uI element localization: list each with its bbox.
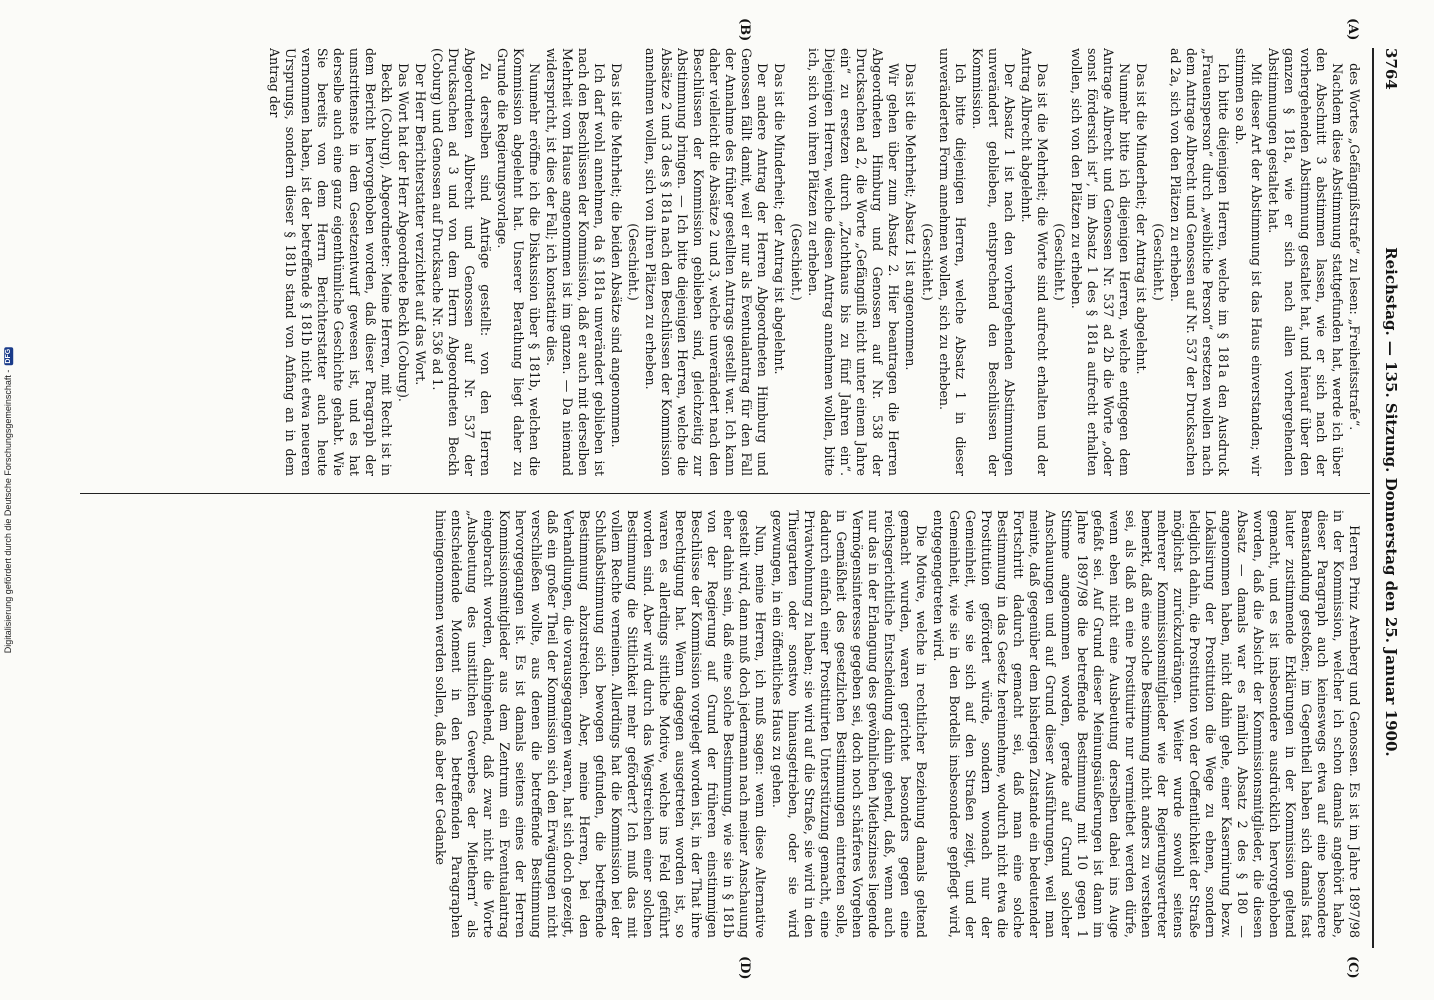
paragraph: Der Absatz 1 ist nach den vorhergehenden Abstimmungen unverändert geblieben, entsprechend den Beschlüssen der Kommission. xyxy=(970,48,1017,476)
paragraph: (Geschieht.) xyxy=(1151,223,1166,301)
paragraph: Mit dieser Art der Abstimmung ist das Haus einverstanden; wir stimmen so ab. xyxy=(1233,48,1264,476)
digitization-credit xyxy=(0,0,16,1000)
paragraph: Beckh (Coburg), Abgeordneter: Meine Herren, mit Recht ist in dem Bericht hervorgehoben worden, daß dieser Paragraph der umstrittenste in dem Gesetzentwurf gewesen ist, und es hat derselbe auch eine ganz eigenthümliche Geschichte gehabt. Wie Sie bereits von dem Herrn Berichterstatter auch heute vernommen haben, ist der betreffende § 181b nicht etwa neueren Ursprungs, sondern dieser § 181b stand von Anfang an in dem Antrag der xyxy=(267,48,394,476)
paragraph: Das ist die Minderheit; der Antrag ist abgelehnt. xyxy=(1134,63,1149,375)
paragraph: Das ist die Mehrheit; die beiden Absätze sind angenommen. xyxy=(609,63,624,448)
paragraph: Nunmehr bitte ich diejenigen Herren, welche entgegen dem Antrage Albrecht und Genossen Nr. 537 ad 2b die Worte „oder sonst fördersich ist“, im Absatz 1 des § 181a aufrecht erhalten wollen, sich von den Plätzen zu erheben. xyxy=(1069,48,1132,476)
paragraph: (Geschieht.) xyxy=(1052,223,1067,301)
paragraph: Wir gehen über zum Absatz 2. Hier beantragen die Herren Abgeordneten Himburg und Genossen auf Nr. 538 der Drucksachen ad 2, die Worte „Gefängniß nicht unter einem Jahre ein“ zu ersetzen durch „Zuchthaus bis zu fünf Jahren ein“. Diejenigen Herren, welche diesen Antrag annehmen wollen, bitte ich, sich von ihren Plätzen zu erheben. xyxy=(806,48,901,476)
paragraph: Ich bitte diejenigen Herren, welche im § 181a den Ausdruck „Frauensperson“ durch „weibliche Person“ ersetzen wollen nach dem Antrage Albrecht und Genossen auf Nr. 537 der Drucksachen ad 2a, sich von den Plätzen zu erheben. xyxy=(1168,48,1231,476)
paragraph: des Wortes „Gefängnißstrafe“ zu lesen: „Freiheitsstrafe“. xyxy=(1347,63,1362,431)
margin-marker-d: (D) xyxy=(737,956,752,980)
paragraph: Der Herr Berichterstatter verzichtet auf das Wort. xyxy=(413,63,428,386)
page-title: Reichstag. — 135. Sitzung. Donnerstag den 25. Januar 1900. xyxy=(1382,247,1400,757)
left-text-column xyxy=(80,48,1362,476)
paragraph: (Geschieht.) xyxy=(920,223,935,301)
margin-marker-c: (C) xyxy=(1345,956,1360,979)
paragraph: Ich bitte diejenigen Herren, welche Absatz 1 in dieser unveränderten Form annehmen wollen, sich zu erheben. xyxy=(937,48,968,476)
paragraph: Der andere Antrag der Herren Abgeordneten Himburg und Genossen fällt damit, weil er nur als Eventualantrag für den Fall der Annahme des früher gestellten Antrags gestellt war. Ich kann daher vielleicht die Absätze 2 und 3, welche unverändert nach den Beschlüssen der Kommission geblieben sind, gleichzeitig zur Abstimmung bringen. — Ich bitte diejenigen Herren, welche die Absätze 2 und 3 des § 181a nach den Beschlüssen der Kommission annehmen wollen, sich von ihren Plätzen zu erheben. xyxy=(643,48,770,476)
paragraph: (Geschieht.) xyxy=(789,223,804,301)
credit-text: Digitalisierung gefördert durch die Deutsche Forschungsgemeinschaft - xyxy=(3,369,13,654)
paragraph: Das ist die Mehrheit; Absatz 1 ist angenommen. xyxy=(903,63,918,371)
paragraph: Herren Prinz Arenberg und Genossen. Es ist im Jahre 1897/98 in der Kommission, welcher ich schon damals angehört habe, dieser Paragraph auch keineswegs etwa auf eine besondere Beanstandung gestoßen; im Gegentheil haben sich damals fast lauter zustimmende Erklärungen in der Kommission geltend gemacht, und es ist insbesondere ausdrücklich hervorgehoben worden, daß die Absicht der Kommissionsmitglieder, die diesen Absatz — damals war es nämlich Absatz 2 des § 180 — angenommen haben, nicht dahin gehe, einer Kasernirung bezw. Lokalisirung der Prostitution die Wege zu ebnen, sondern lediglich dahin, die Prostitution von der Oeffentlichkeit der Straße möglichst zurückzudrängen. Weiter wurde sowohl seitens mehrerer Kommissionsmitglieder wie der Regierungsvertreter bemerkt, daß eine solche Bestimmung nicht anders zu verstehen sei, als daß an eine Prostituirte nur vermiethet werden dürfe, wenn eben nicht eine Ausbeutung derselben dabei ins Auge gefaßt sei. Auf Grund dieser Meinungsäußerungen ist dann im Jahre 1897/98 die betreffende Bestimmung mit 10 gegen 1 Stimme angenommen worden, gerade auf Grund solcher Anschauungen und auf Grund dieser Ausführungen, weil man meinte, daß gegenüber dem bisherigen Zustande ein bedeutender Fortschritt dadurch gemacht sei, daß man eine solche Bestimmung in das Gesetz hereinnehme, wodurch nicht etwa die Prostitution gefördert würde, sondern wonach nur der Gemeinheit, wie sie sich auf den Straßen zeigt, und der Gemeinheit, wie sie in den Bordells insbesondere gepflegt wird, entgegengetreten wird. xyxy=(931,510,1362,938)
right-text-column xyxy=(80,510,1362,938)
page-number: 3764 xyxy=(1382,48,1400,90)
paragraph: (Geschieht.) xyxy=(626,223,641,301)
paragraph: Nun, meine Herren, ich muß sagen: wenn diese Alternative gestellt wird, dann muß doch jedermann nach meiner Anschauung eher dahin sein, daß eine solche Bestimmung, wie sie in § 181b von der Regierung auf Grund der früheren einstimmigen Beschlüsse der Kommission vorgelegt worden ist, in der That ihre Berechtigung hat. Wenn dagegen ausgetreten worden ist, so waren es allerdings sittliche Motive, welche ins Feld geführt worden sind. Aber wird durch das Wegstreichen einer solchen Bestimmung die Sittlichkeit mehr gefördert? Ich muß das mit vollem Rechte verneinen. Allerdings hat die Kommission bei der Schlußabstimmung sich bewogen gefunden, die betreffende Bestimmung abzustreichen. Aber, meine Herren, bei den Verhandlungen, die vorausgegangen waren, hat sich doch gezeigt, daß ein großer Theil der Kommission sich den Erwägungen nicht verschließen wollte, aus denen die betreffende Bestimmung hervorgegangen ist. Es ist damals seitens eines der Herren Kommissionsmitglieder aus dem Zentrum ein Eventualantrag eingebracht worden, dahingehend, daß zwar nicht die Worte „Ausbeutung des unsittlichen Gewerbes der Miethern“ als entscheidende Moment in den betreffenden Paragraphen hineingenommen werden sollen, daß aber der Gedanke xyxy=(433,510,768,938)
header-rule xyxy=(1372,48,1374,948)
paragraph: Ich darf wohl annehmen, da § 181a unverändert geblieben ist nach den Beschlüssen der Kommission, daß er auch mit derselben Mehrheit vom Hause angenommen ist im ganzen. — Da niemand widerspricht, ist dies der Fall; ich konstatire dies. xyxy=(544,48,607,476)
page-header xyxy=(1378,48,1404,948)
dfg-logo-icon: DFG xyxy=(4,348,12,364)
margin-marker-b: (B) xyxy=(737,18,752,42)
paragraph: Die Motive, welche in rechtlicher Beziehung damals geltend gemacht wurden, waren gerichtet besonders gegen eine reichsgerichtliche Entscheidung dahin gehend, daß, wenn auch nur das in der Erlangung des gewöhnlichen Miethszinses liegende Vermögensinteresse gegeben sei, doch noch schärferes Vorgehen in Gemäßheit des gesetzlichen Bestimmungen eintreten solle, dadurch einfach einer Prostituirten Unterstützung gemacht, eine Privatwohnung zu haben; sie wird auf die Straße, sie wird in den Thiergarten oder sonstwo hinausgetrieben, oder sie wird gezwungen, in ein öffentliches Haus zu gehen. xyxy=(770,510,929,938)
margin-marker-a: (A) xyxy=(1345,18,1360,41)
column-divider xyxy=(80,493,1370,494)
paragraph: Nunmehr eröffne ich die Diskussion über § 181b, welchen die Kommission abgelehnt hat. Unserer Berathung liegt daher zu Grunde die Regierungsvorlage. xyxy=(495,48,542,476)
paragraph: Das Wort hat der Herr Abgeordnete Beckh (Coburg). xyxy=(396,63,411,402)
paragraph: Das ist die Mehrheit; die Worte sind aufrecht erhalten und der Antrag Albrecht abgelehnt. xyxy=(1019,48,1050,476)
paragraph: Zu derselben sind Anträge gestellt: von den Herren Abgeordneten Albrecht und Genossen auf Nr. 537 der Drucksachen ad 3 und von dem Herrn Abgeordneten Beckh (Coburg) und Genossen auf Drucksache Nr. 536 ad 1. xyxy=(430,48,493,476)
paragraph: Nachdem diese Abstimmung stattgefunden hat, werde ich über den Abschnitt 3 abstimmen lassen, wie er sich nach der vorhergehenden Abstimmung gestaltet hat, und hierauf über den ganzen § 181a, wie er sich nach allen vorhergehenden Abstimmungen gestaltet hat. xyxy=(1266,48,1345,476)
paragraph: Das ist die Minderheit; der Antrag ist abgelehnt. xyxy=(772,63,787,375)
newspaper-sheet xyxy=(74,18,1404,980)
